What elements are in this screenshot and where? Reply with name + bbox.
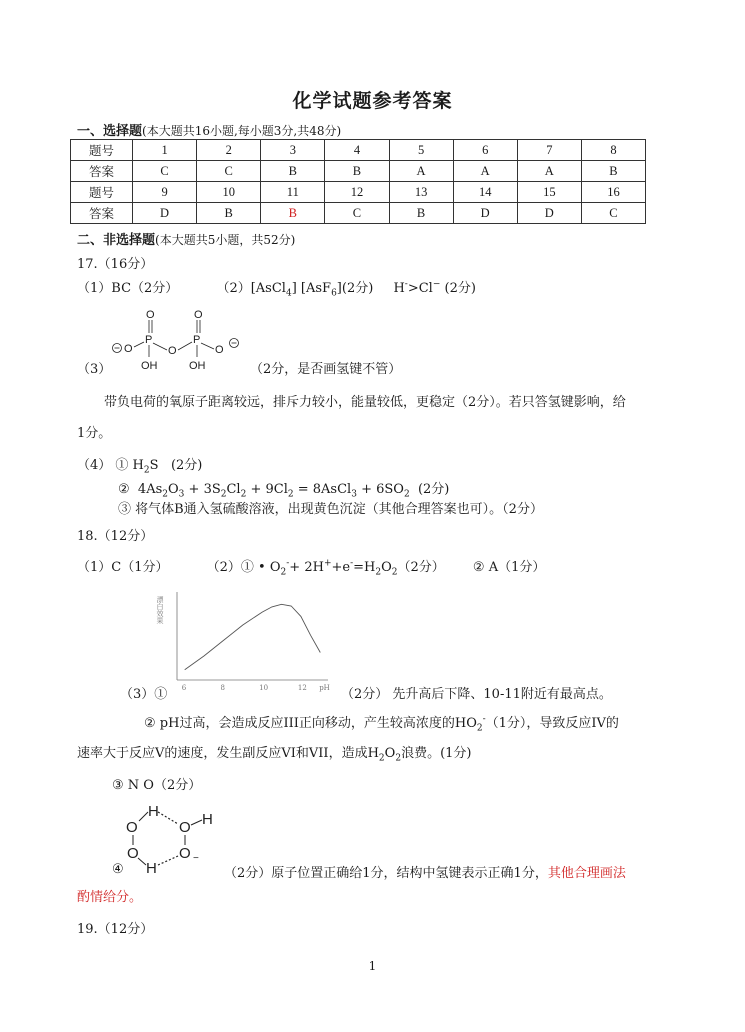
svg-text:O: O — [124, 343, 133, 355]
q17-part2-score: (2分) — [341, 281, 374, 296]
svg-text:O: O — [126, 819, 138, 836]
chart-x-tick-label: 8 — [220, 684, 225, 692]
q17-part2c-score: (2分) — [444, 281, 476, 296]
svg-text:O: O — [215, 344, 224, 356]
q18-part2-label: （2）① — [206, 560, 254, 575]
table-row — [71, 203, 646, 224]
table-cell: C — [197, 161, 261, 182]
q18-part2-score: （2分） — [397, 560, 445, 575]
q17-part3-note: （2分，是否画氢键不管） — [250, 362, 402, 377]
q17-part4b-score: (2分) — [417, 482, 450, 497]
table-cell: C — [581, 203, 645, 224]
table-cell: A — [517, 161, 581, 182]
table-cell: 10 — [197, 182, 261, 203]
table-row — [71, 182, 646, 203]
section-2-note: (本大题共5小题，共52分) — [155, 233, 296, 247]
q18-part3a-label: （3）① — [120, 687, 168, 702]
answer-table — [70, 139, 646, 224]
q17-part4a: （4） ① $H_2S$ (2分) — [77, 458, 203, 476]
svg-text:O: O — [194, 309, 203, 321]
svg-text:OH: OH — [141, 360, 158, 372]
q18-part3d: ③ N O（2分） — [112, 778, 202, 793]
svg-text:P: P — [145, 334, 153, 346]
page-title: 化学试题参考答案 — [292, 90, 453, 112]
chart-x-tick-label: pH — [319, 684, 330, 692]
table-cell: D — [453, 203, 517, 224]
table-cell: B — [261, 161, 325, 182]
q18-part2b: ② A（1分） — [472, 560, 546, 575]
q18-part1-text: （1）C（1分） — [77, 560, 169, 575]
q17-part1: （1）BC（2分） （2）[AsCl$_4$] [AsF$_6$](2分) H->Cl− (2分) — [77, 279, 476, 299]
q17-explain-line2: 1分。 — [77, 426, 112, 441]
q18-part4-note — [224, 862, 626, 881]
table-cell: 16 — [581, 182, 645, 203]
q17-part4a-score: (2分) — [170, 458, 203, 473]
svg-text:−: − — [193, 853, 199, 864]
q18-part3a-note: （2分） 先升高后下降、10-11附近有最高点。 — [341, 687, 612, 702]
table-cell: 7 — [517, 140, 581, 161]
q17-part3-label: （3） — [77, 362, 112, 377]
page-number: 1 — [368, 959, 377, 973]
q18-part3b-text1: ② pH过高，会造成反应III正向移动，产生较高浓度的HO — [144, 716, 477, 731]
table-cell: 13 — [389, 182, 453, 203]
svg-text:H: H — [148, 803, 159, 820]
table-cell: B — [389, 203, 453, 224]
table-cell: B — [581, 161, 645, 182]
chart-series-line — [185, 604, 321, 669]
svg-text:H: H — [202, 811, 213, 828]
chart-x-tick-label: 6 — [181, 684, 187, 692]
table-cell: B — [197, 203, 261, 224]
pyrophosphate-structure — [108, 306, 258, 374]
svg-text:O: O — [127, 845, 139, 862]
svg-text:O: O — [168, 345, 177, 357]
table-row — [71, 140, 646, 161]
q18-part4-red-note2: 酌情给分。 — [77, 890, 143, 905]
table-cell: 1 — [133, 140, 197, 161]
table-cell: 6 — [453, 140, 517, 161]
chart-x-tick-label: 12 — [297, 684, 307, 692]
hydrogen-bond-structure — [122, 798, 222, 878]
table-cell: C — [325, 203, 389, 224]
table-cell: D — [133, 203, 197, 224]
table-cell: A — [453, 161, 517, 182]
svg-text:H: H — [146, 860, 157, 877]
q19-header: 19.（12分） — [77, 922, 154, 937]
table-row-header: 答案 — [71, 161, 133, 182]
q18-part3b-text2: （1分），导致反应IV的 — [485, 716, 619, 731]
table-cell: 11 — [261, 182, 325, 203]
table-cell: 4 — [325, 140, 389, 161]
table-cell: 5 — [389, 140, 453, 161]
q17-explain-line1: 带负电荷的氧原子距离较远，排斥力较小，能量较低，更稳定（2分）。若只答氢键影响，给 — [104, 395, 626, 410]
section-2-title: 二、非选择题 — [77, 233, 156, 248]
q17-header: 17.（16分） — [77, 257, 154, 272]
svg-text:OH: OH — [189, 360, 206, 372]
q18-part1: （1）C（1分） （2）① • $O_2^-+ 2H^++e^-=H_2O_2(2$分） ② A（1分） — [77, 558, 546, 578]
q18-header: 18.（12分） — [77, 529, 154, 544]
section-1-note: (本大题共16小题,每小题3分,共48分) — [142, 124, 342, 138]
q18-part4-red-note1: 其他合理画法 — [547, 866, 626, 881]
q17-part1-text: （1）BC（2分） — [77, 281, 179, 296]
table-row-header: 题号 — [71, 182, 133, 203]
svg-text:O: O — [146, 309, 155, 321]
table-cell: C — [133, 161, 197, 182]
q18-part4-note-text: （2分）原子位置正确给1分，结构中氢键表示正确1分， — [224, 866, 548, 881]
q18-part3c-text1: 速率大于反应V的速度，发生副反应VI和VII，造成H — [77, 746, 379, 761]
q17-part4c: ③ 将气体B通入氢硫酸溶液，出现黄色沉淀（其他合理答案也可）。（2分） — [118, 502, 543, 517]
table-cell: B — [325, 161, 389, 182]
q17-part4a-label: （4） ① — [77, 458, 129, 473]
chart-x-tick-label: 10 — [259, 684, 269, 692]
chart-y-label: 漂白效果 — [156, 596, 164, 624]
table-cell: 12 — [325, 182, 389, 203]
section-1-heading — [77, 120, 341, 139]
svg-text:O: O — [179, 819, 191, 836]
q18-part3c-text2: 浪费。(1分) — [401, 746, 472, 761]
table-cell: 9 — [133, 182, 197, 203]
table-cell: 14 — [453, 182, 517, 203]
table-cell: D — [517, 203, 581, 224]
svg-text:O: O — [179, 845, 191, 862]
table-row — [71, 161, 646, 182]
table-row-header: 题号 — [71, 140, 133, 161]
q18-part4-label: ④ — [112, 862, 124, 877]
table-cell: 3 — [261, 140, 325, 161]
table-cell: 8 — [581, 140, 645, 161]
bleach-effect-chart — [158, 586, 338, 694]
table-cell: 15 — [517, 182, 581, 203]
q18-part3c: 速率大于反应V的速度，发生副反应VI和VII，造成$H_2O_2$浪费。(1分) — [77, 746, 472, 764]
q18-part3b: ② pH过高，会造成反应III正向移动，产生较高浓度的$HO_2^-(1$分），导致反应IV的 — [144, 714, 619, 734]
table-row-header: 答案 — [71, 203, 133, 224]
svg-text:P: P — [193, 334, 201, 346]
section-1-title: 一、选择题 — [77, 124, 143, 139]
q17-part2-label: （2） — [216, 281, 251, 296]
q17-part4b: ② $4As_2O_3 + 3S_2Cl_2 + 9Cl_2$ = 8AsCl$_3$ + $6SO_2$ (2分) — [118, 482, 450, 500]
table-cell: 2 — [197, 140, 261, 161]
section-2-heading — [77, 229, 295, 248]
q17-part4b-num: ② — [118, 482, 130, 497]
table-cell: A — [389, 161, 453, 182]
table-cell: B — [261, 203, 325, 224]
